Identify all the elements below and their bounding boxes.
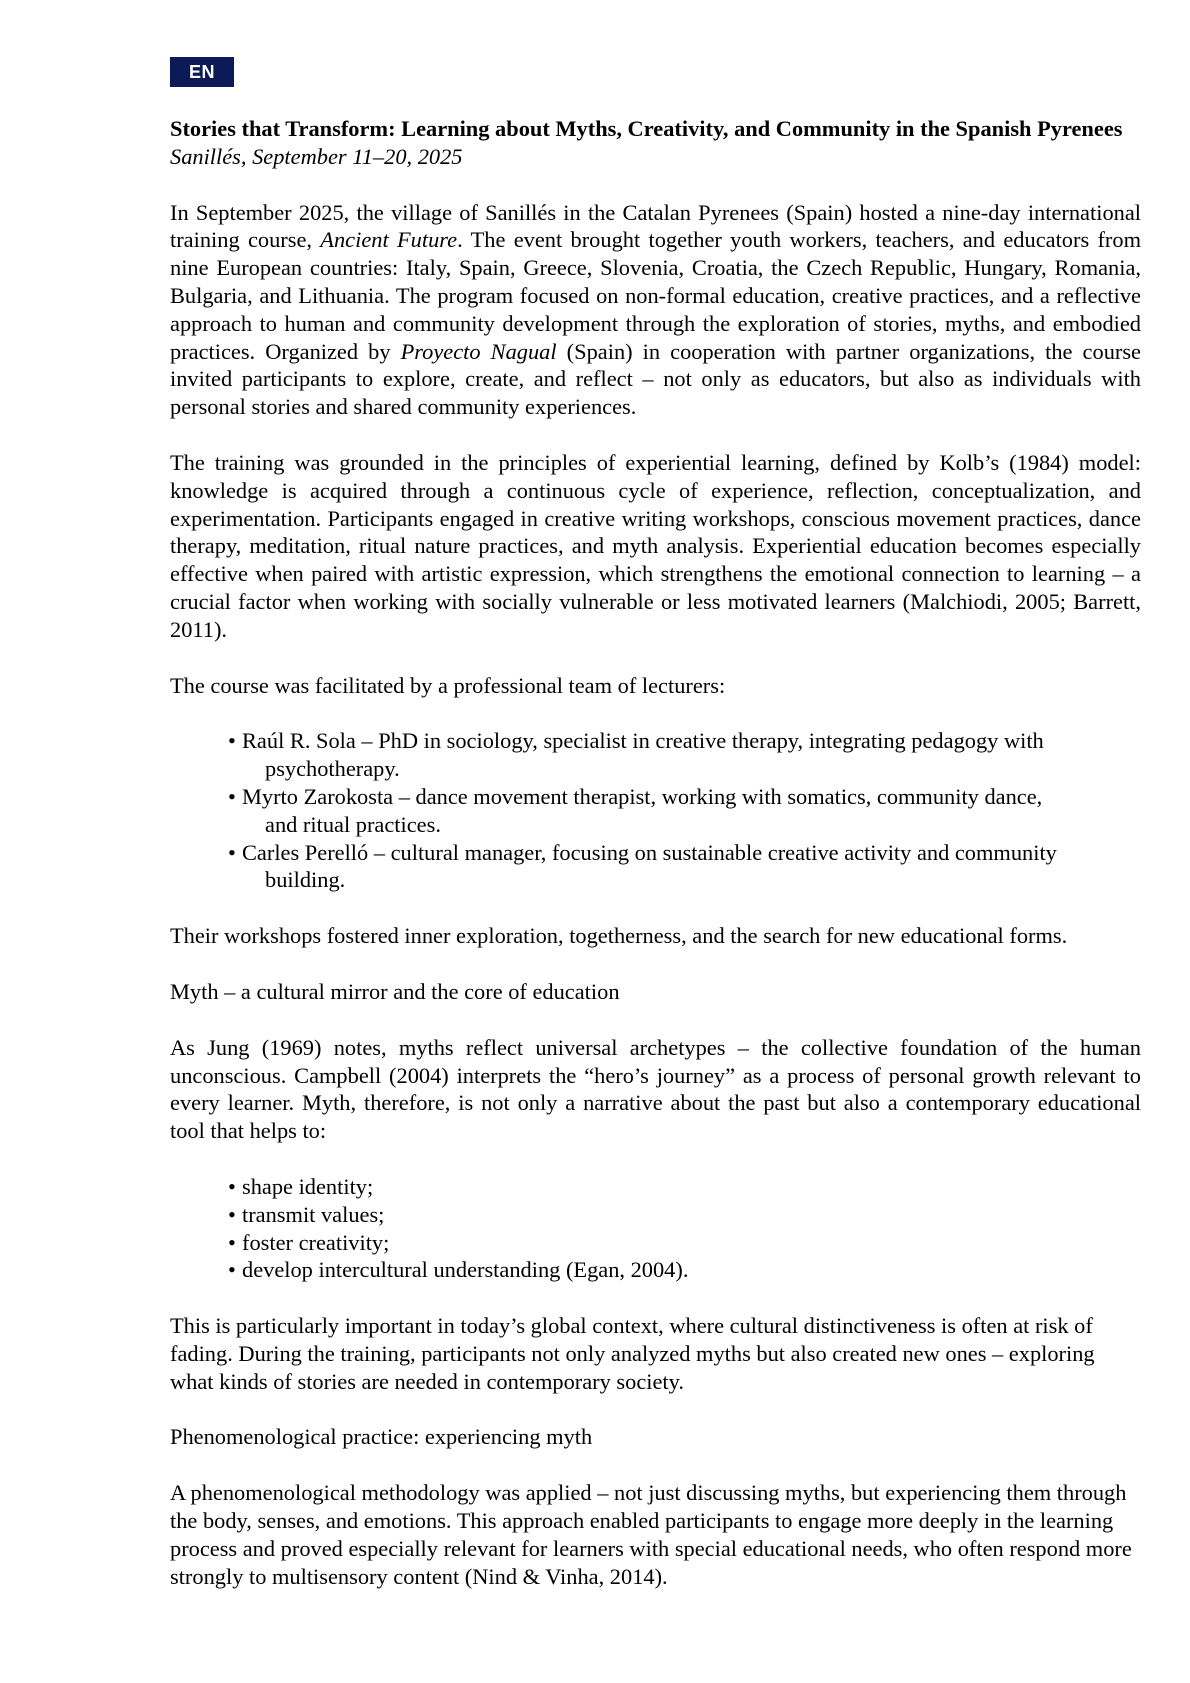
language-badge: EN — [170, 57, 234, 87]
section-heading-myth: Myth – a cultural mirror and the core of education — [170, 978, 620, 1004]
organizer-name: Proyecto Nagual — [400, 338, 557, 364]
intro-text-1: In September 2025, the village of Sanillés in the Catalan Pyrenees (Spain) hosted a nine-day international training course, — [170, 199, 1141, 253]
list-item — [228, 1229, 1141, 1257]
myth-uses-list — [170, 1173, 1141, 1284]
article-subtitle: Sanillés, September 11–20, 2025 — [170, 143, 463, 169]
bullet-icon: • — [228, 728, 236, 754]
list-item-text: develop intercultural understanding (Egan, 2004). — [242, 1257, 689, 1283]
list-item — [228, 1201, 1141, 1229]
bullet-icon: • — [228, 839, 236, 865]
lecturer-item — [228, 839, 1141, 895]
document-page — [170, 57, 1141, 1590]
workshops-paragraph: Their workshops fostered inner exploration, togetherness, and the search for new educational forms. — [170, 923, 1068, 949]
bullet-icon: • — [228, 783, 236, 809]
list-item-text: transmit values; — [242, 1201, 385, 1227]
article-title: Stories that Transform: Learning about Myths, Creativity, and Community in the Spanish Pyrenees — [170, 116, 1123, 141]
lecturers-intro: The course was facilitated by a professional team of lecturers: — [170, 672, 726, 698]
bullet-icon: • — [228, 1229, 236, 1255]
bullet-icon: • — [228, 1257, 236, 1283]
intro-paragraph — [170, 199, 1141, 421]
section-heading-phenomenological: Phenomenological practice: experiencing myth — [170, 1424, 593, 1450]
experiential-learning-paragraph: The training was grounded in the principles of experiential learning, defined by Kolb’s (1984) model: knowledge is acquired through a continuous cycle of experience, reflection, conceptualization, and experimentation. Participants engaged in creative writing workshops, conscious movement practices, dance therapy, meditation, ritual nature practices, and myth analysis. Experiential education becomes especially effective when paired with artistic expression, which strengthens the emotional connection to learning – a crucial factor when working with socially vulnerable or less motivated learners (Malchiodi, 2005; Barrett, 2011). — [170, 449, 1141, 642]
lecturer-description-cont: and ritual practices. — [265, 811, 441, 837]
lecturer-description: Raúl R. Sola – PhD in sociology, specialist in creative therapy, integrating pedagogy with — [242, 728, 1044, 754]
lecturer-item — [228, 783, 1141, 839]
bullet-icon: • — [228, 1173, 236, 1199]
intro-text-2: . The event brought together youth workers, teachers, and educators from nine European countries: Italy, Spain, Greece, Slovenia, Croatia, the Czech Republic, Hungary, Romania, Bulgaria, and Lithuania. The program focused on non-formal education, creative practices, and a reflective approach to human and community development through the exploration of stories, myths, and embodied practices. Organized by — [170, 227, 1141, 364]
lecturer-description: Carles Perelló – cultural manager, focusing on sustainable creative activity and community — [242, 839, 1057, 865]
list-item — [228, 1173, 1141, 1201]
lecturer-item — [228, 727, 1141, 783]
course-name: Ancient Future — [320, 227, 458, 253]
phenomenological-paragraph: A phenomenological methodology was applied – not just discussing myths, but experiencing them through the body, senses, and emotions. This approach enabled participants to engage more deeply in the learning process and proved especially relevant for learners with special educational needs, who often respond more strongly to multisensory content (Nind & Vinha, 2014). — [170, 1480, 1132, 1589]
list-item-text: shape identity; — [242, 1173, 374, 1199]
lecturer-description-cont: psychotherapy. — [265, 756, 400, 782]
intro-text-3: (Spain) in cooperation with partner organizations, the course invited participants to explore, create, and reflect – not only as educators, but also as individuals with personal stories and shared community experiences. — [170, 338, 1141, 420]
lecturers-list — [170, 727, 1141, 894]
list-item — [228, 1256, 1141, 1284]
global-context-paragraph: This is particularly important in today’s global context, where cultural distinctiveness is often at risk of fading. During the training, participants not only analyzed myths but also created new ones – exploring what kinds of stories are needed in contemporary society. — [170, 1313, 1095, 1394]
list-item-text: foster creativity; — [242, 1229, 390, 1255]
lecturer-description-cont: building. — [265, 867, 346, 893]
jung-paragraph: As Jung (1969) notes, myths reflect universal archetypes – the collective foundation of the human unconscious. Campbell (2004) interprets the “hero’s journey” as a process of personal growth relevant to every learner. Myth, therefore, is not only a narrative about the past but also a contemporary educational tool that helps to: — [170, 1034, 1141, 1144]
bullet-icon: • — [228, 1201, 236, 1227]
lecturer-description: Myrto Zarokosta – dance movement therapist, working with somatics, community dance, — [242, 783, 1043, 809]
